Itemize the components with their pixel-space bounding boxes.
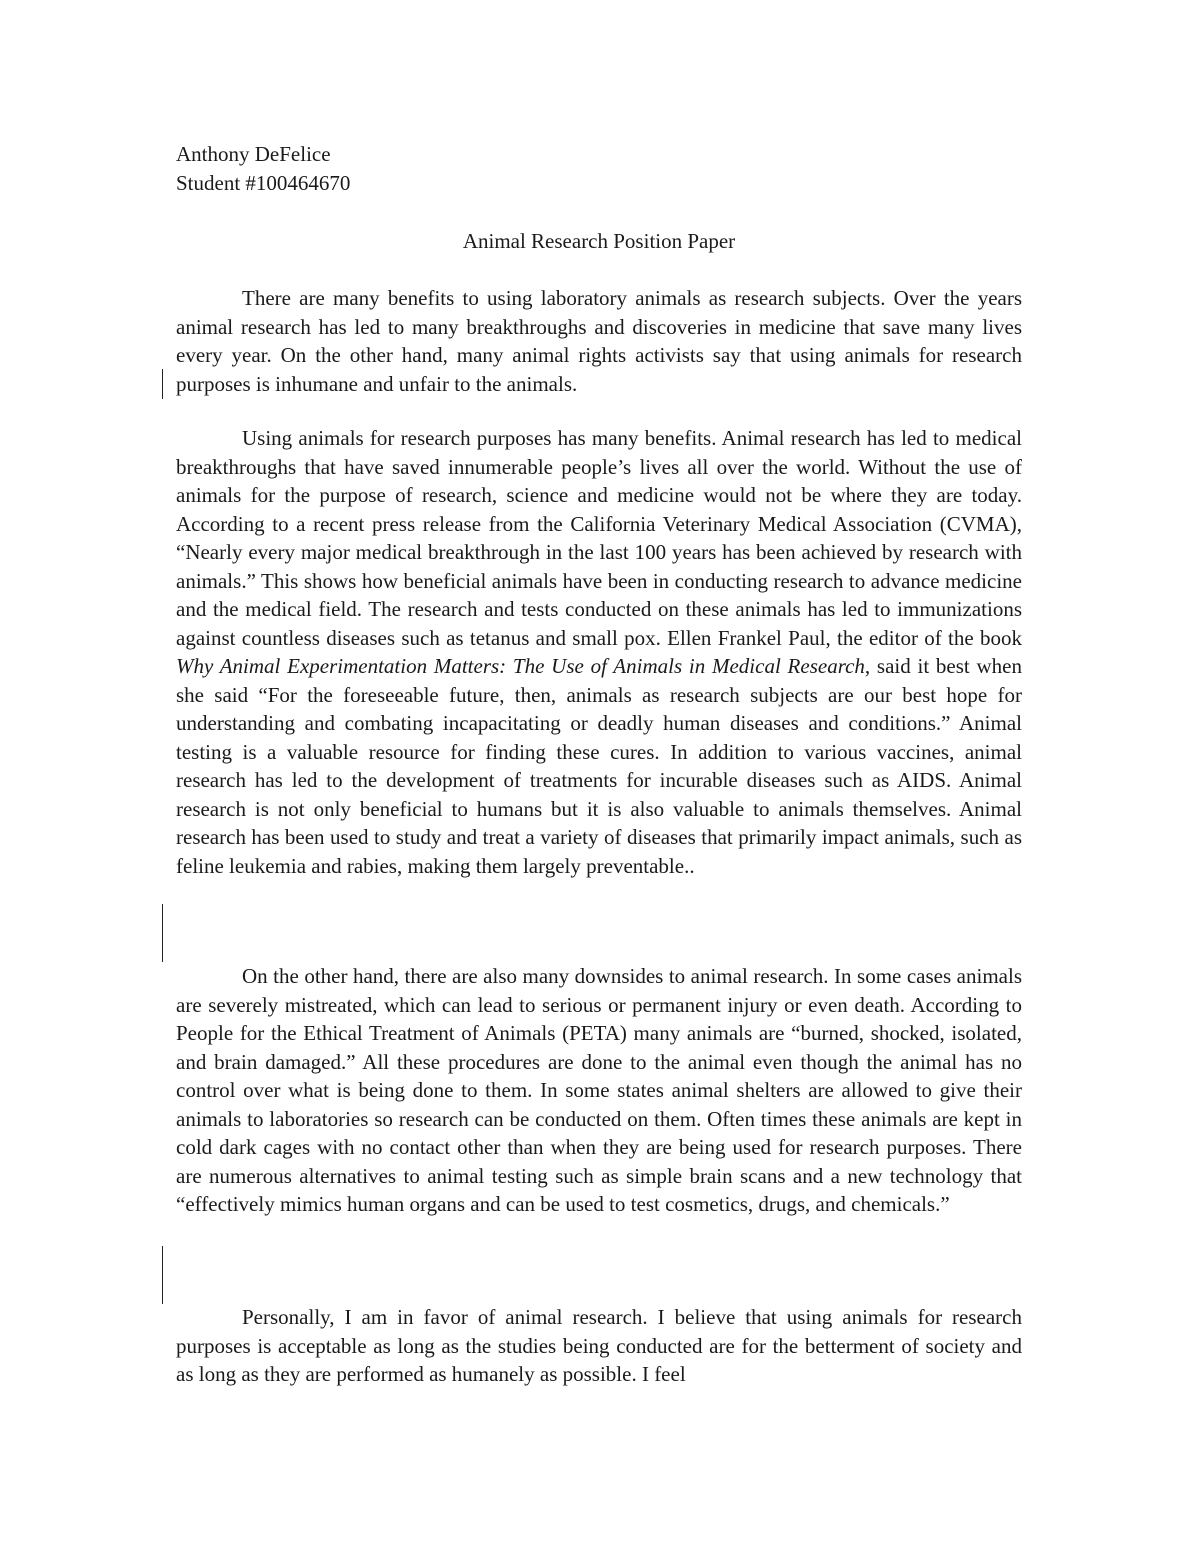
author-header bbox=[176, 140, 1022, 198]
paragraph-benefits-text-2: , said it best when she said “For the foreseeable future, then, animals as research subjects are our best hope for understanding and combating incapacitating or deadly human diseases and conditions.” Animal testing is a valuable resource for finding these cures. In addition to various vaccines, animal research has led to the development of treatments for incurable diseases such as AIDS. Animal research is not only beneficial to humans but it is also valuable to animals themselves. Animal research has been used to study and treat a variety of diseases that primarily impact animals, such as feline leukemia and rabies, making them largely preventable.. bbox=[176, 654, 1022, 878]
paragraph-position: Personally, I am in favor of animal research. I believe that using animals for research purposes is acceptable as long as the studies being conducted are for the betterment of society and as long as they are performed as humanely as possible. I feel bbox=[176, 1305, 1022, 1386]
student-id: Student #100464670 bbox=[176, 171, 351, 195]
paragraph-benefits-text-1: Using animals for research purposes has many benefits. Animal research has led to medical breakthroughs that have saved innumerable people’s lives all over the world. Without the use of animals for the purpose of research, science and medicine would not be where they are today. According to a recent press release from the California Veterinary Medical Association (CVMA), “Nearly every major medical breakthrough in the last 100 years has been achieved by research with animals.” This shows how beneficial animals have been in conducting research to advance medicine and the medical field. The research and tests conducted on these animals has led to immunizations against countless diseases such as tetanus and small pox. Ellen Frankel Paul, the editor of the book bbox=[176, 426, 1022, 650]
author-name: Anthony DeFelice bbox=[176, 142, 331, 166]
paragraph-downsides: On the other hand, there are also many downsides to animal research. In some cases animals are severely mistreated, which can lead to serious or permanent injury or even death. According to People for the Ethical Treatment of Animals (PETA) many animals are “burned, shocked, isolated, and brain damaged.” All these procedures are done to the animal even though the animal has no control over what is being done to them. In some states animal shelters are allowed to give their animals to laboratories so research can be conducted on them. Often times these animals are kept in cold dark cages with no contact other than when they are being used for research purposes. There are numerous alternatives to animal testing such as simple brain scans and a new technology that “effectively mimics human organs and can be used to test cosmetics, drugs, and chemicals.” bbox=[176, 964, 1022, 1216]
paper-title: Animal Research Position Paper bbox=[462, 229, 736, 253]
paragraph-introduction: There are many benefits to using laboratory animals as research subjects. Over the years animal research has led to many breakthroughs and discoveries in medicine that save many lives every year. On the other hand, many animal rights activists say that using animals for research purposes is inhumane and unfair to the animals. bbox=[176, 286, 1022, 396]
revision-change-bar bbox=[162, 1246, 163, 1304]
revision-change-bar bbox=[162, 369, 163, 399]
book-title: Why Animal Experimentation Matters: The Use of Animals in Medical Research bbox=[176, 654, 865, 678]
revision-change-bar bbox=[162, 904, 163, 962]
paragraph-benefits bbox=[176, 424, 1022, 880]
